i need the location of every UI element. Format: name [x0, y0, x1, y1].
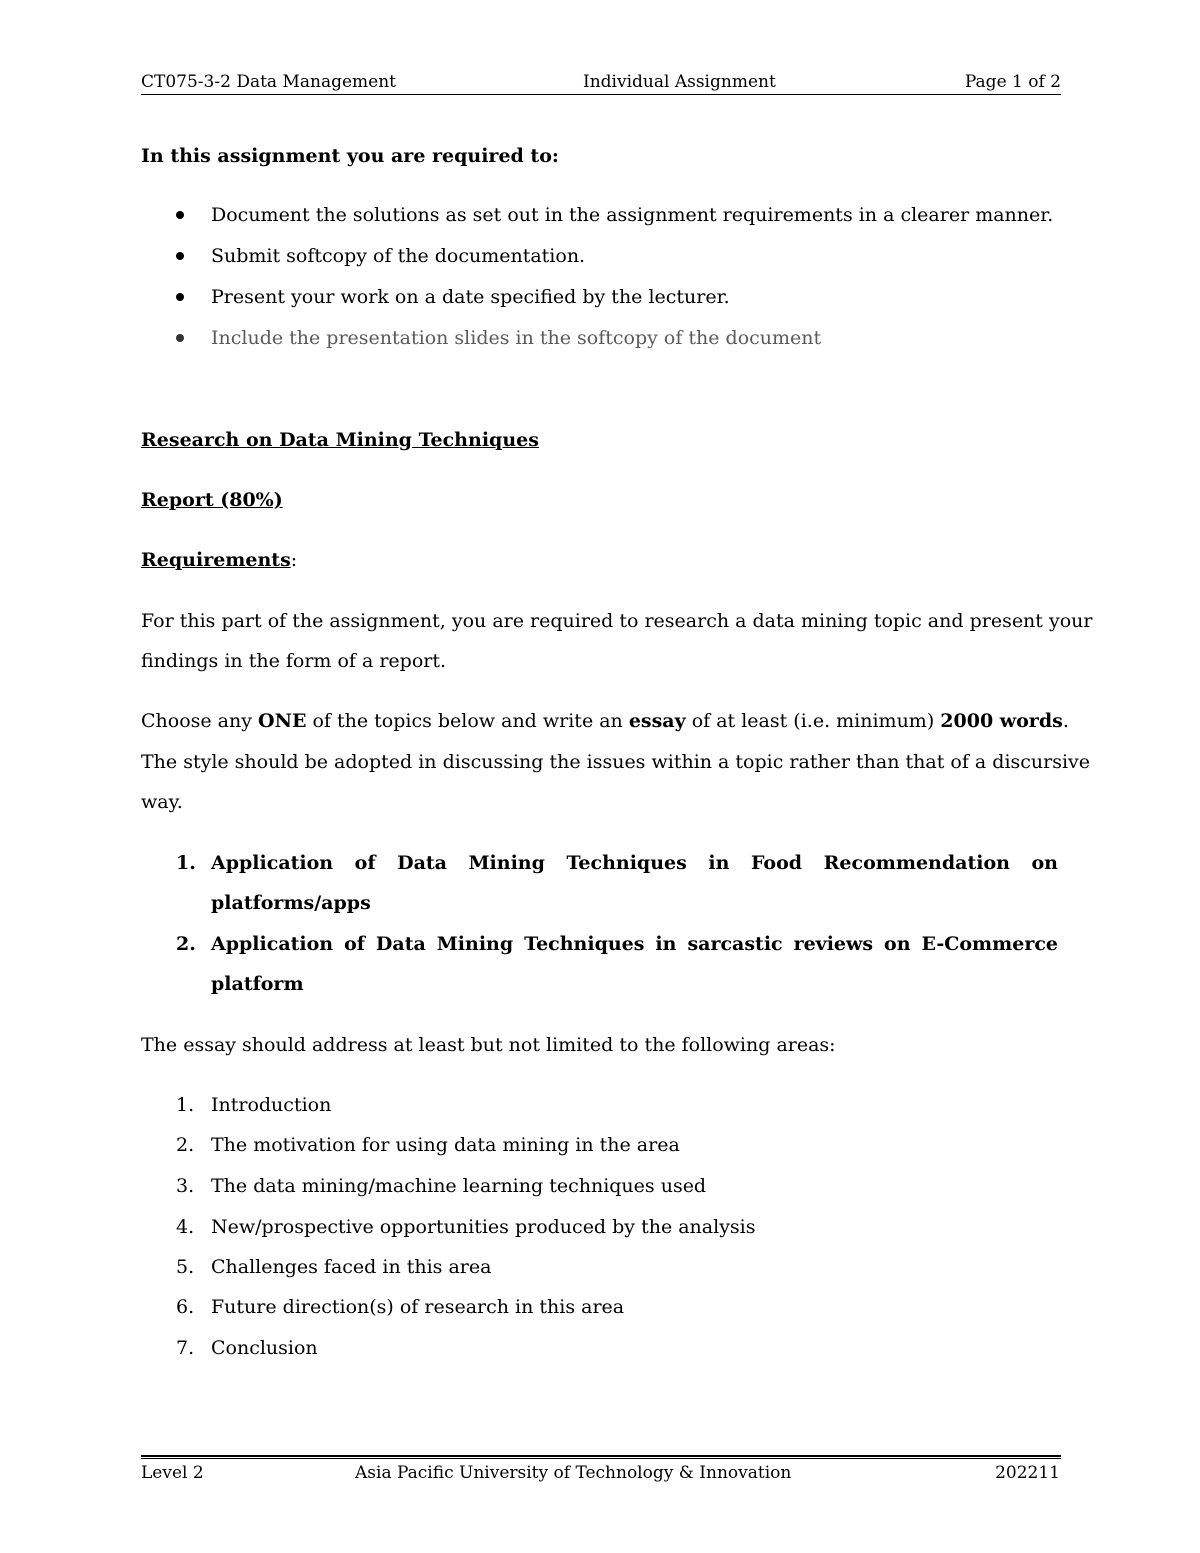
footer-code: 202211	[995, 1463, 1060, 1483]
area-number: 1.	[176, 1094, 195, 1116]
topic-title: Application of Data Mining Techniques in Food Recommendation on	[211, 852, 1058, 874]
area-item: Conclusion	[211, 1337, 318, 1359]
bullet-dot	[176, 293, 184, 301]
bullet-dot	[176, 211, 184, 219]
report-title: Report (80%)	[141, 489, 283, 511]
area-number: 7.	[176, 1337, 195, 1359]
footer-level: Level 2	[141, 1463, 204, 1483]
area-number: 3.	[176, 1175, 195, 1197]
emphasis-one: ONE	[258, 710, 307, 732]
area-item: Challenges faced in this area	[211, 1256, 492, 1278]
topic-number: 2.	[176, 933, 196, 955]
topic-number: 1.	[176, 852, 196, 874]
text-run: Choose any	[141, 710, 259, 732]
paragraph-line: For this part of the assignment, you are required to research a data mining topic and present your	[141, 610, 1093, 632]
paragraph-line	[141, 709, 1069, 733]
text-run: .	[1062, 710, 1069, 732]
page-header	[141, 70, 1061, 95]
emphasis-essay: essay	[628, 710, 686, 732]
text-run: of at least (i.e. minimum)	[685, 710, 941, 732]
bullet-item: Present your work on a date specified by the lecturer.	[211, 286, 730, 308]
area-item: New/prospective opportunities produced by the analysis	[211, 1216, 756, 1238]
header-course: CT075-3-2 Data Management	[141, 72, 396, 92]
topic-title-continued: platform	[211, 973, 304, 995]
paragraph-line: The style should be adopted in discussing the issues within a topic rather than that of a discursive	[141, 751, 1091, 773]
topic-title: Application of Data Mining Techniques in sarcastic reviews on E-Commerce	[211, 933, 1058, 955]
bullet-item: Document the solutions as set out in the assignment requirements in a clearer manner.	[211, 204, 1054, 226]
area-item: The data mining/machine learning techniques used	[211, 1175, 707, 1197]
paragraph-line: way.	[141, 791, 183, 813]
area-item: Introduction	[211, 1094, 332, 1116]
area-item: Future direction(s) of research in this area	[211, 1296, 625, 1318]
emphasis-word-count: 2000 words	[940, 710, 1063, 732]
area-number: 6.	[176, 1296, 195, 1318]
header-page-number: Page 1 of 2	[964, 72, 1061, 92]
areas-intro: The essay should address at least but not limited to the following areas:	[141, 1034, 836, 1056]
header-assignment-type: Individual Assignment	[583, 72, 776, 92]
requirements-colon: :	[290, 549, 298, 571]
section-title: Research on Data Mining Techniques	[141, 429, 539, 451]
bullet-dot	[176, 252, 184, 260]
area-number: 4.	[176, 1216, 195, 1238]
topic-title-continued: platforms/apps	[211, 892, 371, 914]
bullet-item: Submit softcopy of the documentation.	[211, 245, 586, 267]
area-number: 5.	[176, 1256, 195, 1278]
requirements-label: Requirements	[141, 549, 291, 571]
text-run: of the topics below and write an	[306, 710, 629, 732]
paragraph-line: findings in the form of a report.	[141, 650, 447, 672]
bullet-item: Include the presentation slides in the softcopy of the document	[211, 327, 822, 349]
bullet-dot	[176, 334, 184, 342]
requirements-heading	[141, 548, 297, 572]
footer-university: Asia Pacific University of Technology & Innovation	[355, 1463, 792, 1483]
area-number: 2.	[176, 1134, 195, 1156]
area-item: The motivation for using data mining in the area	[211, 1134, 680, 1156]
intro-heading: In this assignment you are required to:	[141, 145, 559, 167]
footer-divider	[141, 1455, 1061, 1457]
footer-divider	[141, 1458, 1061, 1459]
